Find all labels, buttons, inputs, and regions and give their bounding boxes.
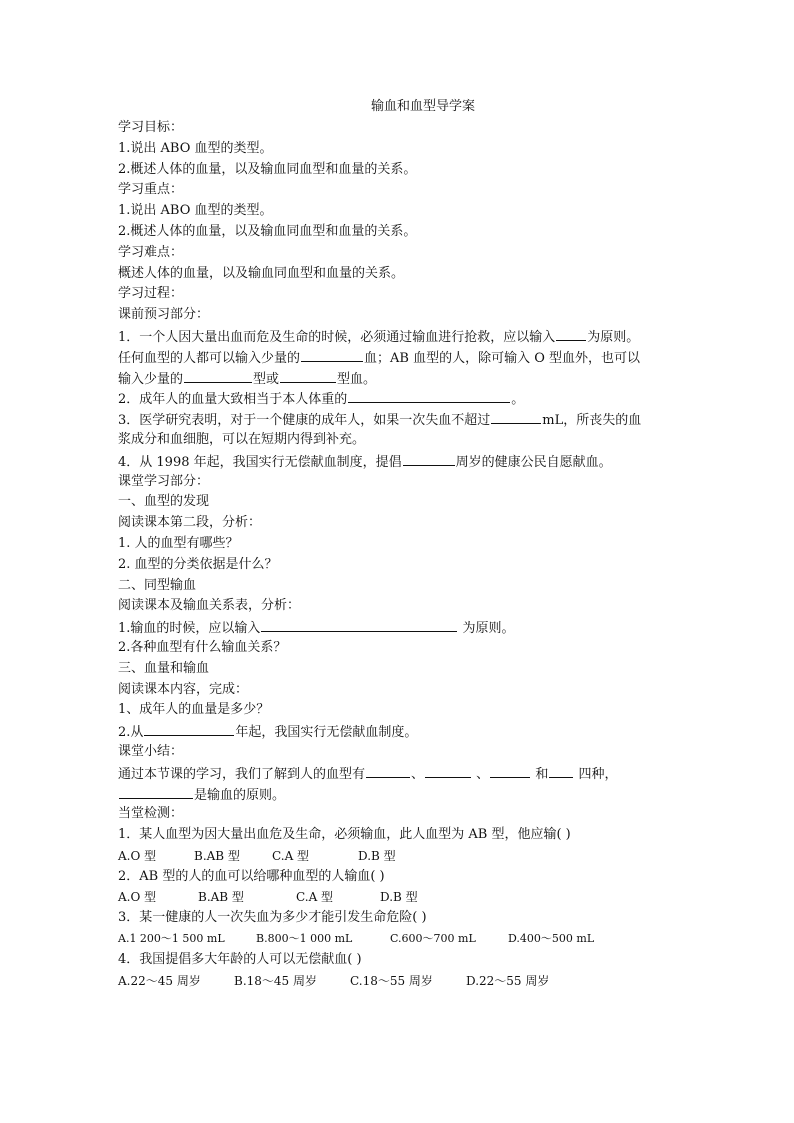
- section-heading: 三、血量和输血: [118, 660, 210, 676]
- keypoint-item: 2.概述人体的血量，以及输血同血型和血量的关系。: [118, 223, 417, 239]
- option-a[interactable]: A.1 200～1 500 mL: [118, 932, 225, 946]
- option-c[interactable]: C.A 型: [296, 890, 334, 905]
- goal-item: 1.说出 ABO 血型的类型。: [118, 140, 273, 156]
- text: 、: [411, 766, 425, 782]
- option-b[interactable]: B.AB 型: [198, 890, 244, 905]
- option-a[interactable]: A.22～45 周岁: [118, 973, 201, 988]
- page-title: 输血和血型导学案: [370, 99, 475, 114]
- test-question: 3．某一健康的人一次失血为多少才能引发生命危险( ): [118, 910, 427, 926]
- option-c[interactable]: C.600～700 mL: [390, 932, 476, 946]
- text: 是输血的原则。: [194, 787, 286, 803]
- fill-blank[interactable]: [403, 451, 455, 466]
- summary-line: [118, 763, 688, 784]
- test-question: 4．我国提倡多大年龄的人可以无偿献血( ): [118, 951, 362, 967]
- text: 为原则。: [462, 621, 515, 637]
- fill-blank[interactable]: [549, 763, 573, 778]
- fill-blank[interactable]: [119, 784, 193, 799]
- text: 型或: [253, 371, 280, 387]
- option-d[interactable]: D.400～500 mL: [508, 932, 595, 946]
- preview-question-1: [118, 326, 688, 347]
- text: 1.输血的时候，应以输入: [118, 621, 261, 637]
- text: 为原则。: [587, 329, 640, 345]
- option-d[interactable]: D.B 型: [380, 890, 418, 905]
- goal-item: 2.概述人体的血量，以及输血同血型和血量的关系。: [118, 161, 417, 177]
- option-a[interactable]: A.O 型: [118, 848, 157, 863]
- preview-question-4: [118, 451, 688, 472]
- text: 2.从: [118, 725, 144, 741]
- test-question: 2．AB 型的人的血可以给哪种血型的人输血( ): [118, 868, 385, 884]
- keypoint-item: 1.说出 ABO 血型的类型。: [118, 203, 273, 219]
- keypoints-heading: 学习重点：: [118, 182, 184, 198]
- option-d[interactable]: D.22～55 周岁: [466, 973, 550, 988]
- question: 2.各种血型有什么输血关系？: [118, 639, 287, 655]
- option-b[interactable]: B.18～45 周岁: [234, 973, 317, 988]
- text: 输入少量的: [118, 371, 184, 387]
- difficulty-text: 概述人体的血量，以及输血同血型和血量的关系。: [118, 265, 405, 281]
- process-heading: 学习过程：: [118, 286, 184, 302]
- option-b[interactable]: B.800～1 000 mL: [256, 932, 353, 946]
- option-b[interactable]: B.AB 型: [194, 848, 240, 863]
- fill-blank[interactable]: [491, 409, 541, 424]
- question: 2. 血型的分类依据是什么？: [118, 556, 278, 572]
- preview-heading: 课前预习部分：: [118, 307, 210, 323]
- answer-options: [118, 846, 688, 867]
- summary-line: [118, 784, 688, 805]
- goals-heading: 学习目标：: [118, 120, 184, 135]
- classroom-heading: 课堂学习部分：: [118, 473, 210, 489]
- difficulty-heading: 学习难点：: [118, 244, 184, 260]
- test-heading: 当堂检测：: [118, 806, 184, 822]
- answer-options: [118, 929, 688, 950]
- text: 4．从 1998 年起，我国实行无偿献血制度，提倡: [118, 454, 402, 470]
- preview-question-1-cont: [118, 347, 688, 368]
- text: 型血。: [337, 371, 377, 387]
- text: 1．一个人因大量出血而危及生命的时候，必须通过输血进行抢救，应以输入: [118, 329, 556, 345]
- text: 。: [511, 392, 525, 408]
- text: 任何血型的人都可以输入少量的: [118, 350, 301, 366]
- preview-question-2: [118, 388, 688, 409]
- fill-blank[interactable]: [184, 368, 252, 383]
- summary-heading: 课堂小结：: [118, 743, 184, 759]
- text: 四种，: [578, 766, 618, 782]
- preview-question-1-cont: [118, 368, 688, 389]
- fill-blank[interactable]: [366, 763, 410, 778]
- fill-blank[interactable]: [490, 763, 530, 778]
- fill-blank[interactable]: [425, 763, 471, 778]
- instruction: 阅读课本及输血关系表，分析：: [118, 598, 301, 614]
- question: 1. 人的血型有哪些？: [118, 535, 239, 551]
- worksheet-page: [118, 96, 688, 991]
- option-c[interactable]: C.A 型: [272, 848, 310, 863]
- preview-question-3-cont: 浆成分和血细胞，可以在短期内得到补充。: [118, 431, 366, 447]
- section-heading: 一、血型的发现: [118, 494, 210, 510]
- instruction: 阅读课本第二段，分析：: [118, 515, 262, 531]
- text: 3．医学研究表明，对于一个健康的成年人，如果一次失血不超过: [118, 413, 491, 429]
- fill-blank[interactable]: [261, 617, 457, 632]
- preview-question-3: [118, 409, 688, 430]
- text: 通过本节课的学习，我们了解到人的血型有: [118, 766, 366, 782]
- question: [118, 617, 688, 638]
- question: [118, 721, 688, 742]
- option-d[interactable]: D.B 型: [358, 848, 396, 863]
- option-a[interactable]: A.O 型: [118, 890, 157, 905]
- option-c[interactable]: C.18～55 周岁: [350, 973, 433, 988]
- question: 1、成年人的血量是多少？: [118, 702, 270, 718]
- answer-options: [118, 971, 688, 992]
- text: 、: [476, 766, 490, 782]
- text: 和: [535, 766, 549, 782]
- text: mL，所丧失的血: [542, 413, 642, 429]
- text: 年起，我国实行无偿献血制度。: [235, 725, 418, 741]
- text: 周岁的健康公民自愿献血。: [455, 454, 612, 470]
- text: 血；AB 血型的人，除可输入 O 型血外，也可以: [364, 350, 641, 366]
- fill-blank[interactable]: [280, 368, 336, 383]
- fill-blank[interactable]: [144, 721, 234, 736]
- fill-blank[interactable]: [348, 388, 510, 403]
- fill-blank[interactable]: [301, 347, 363, 362]
- text: 2．成年人的血量大致相当于本人体重的: [118, 392, 348, 408]
- answer-options: [118, 887, 688, 908]
- fill-blank[interactable]: [556, 326, 586, 341]
- instruction: 阅读课本内容，完成：: [118, 681, 249, 697]
- section-heading: 二、同型输血: [118, 577, 197, 593]
- test-question: 1．某人血型为因大量出血危及生命，必须输血，此人血型为 AB 型，他应输( ): [118, 827, 571, 843]
